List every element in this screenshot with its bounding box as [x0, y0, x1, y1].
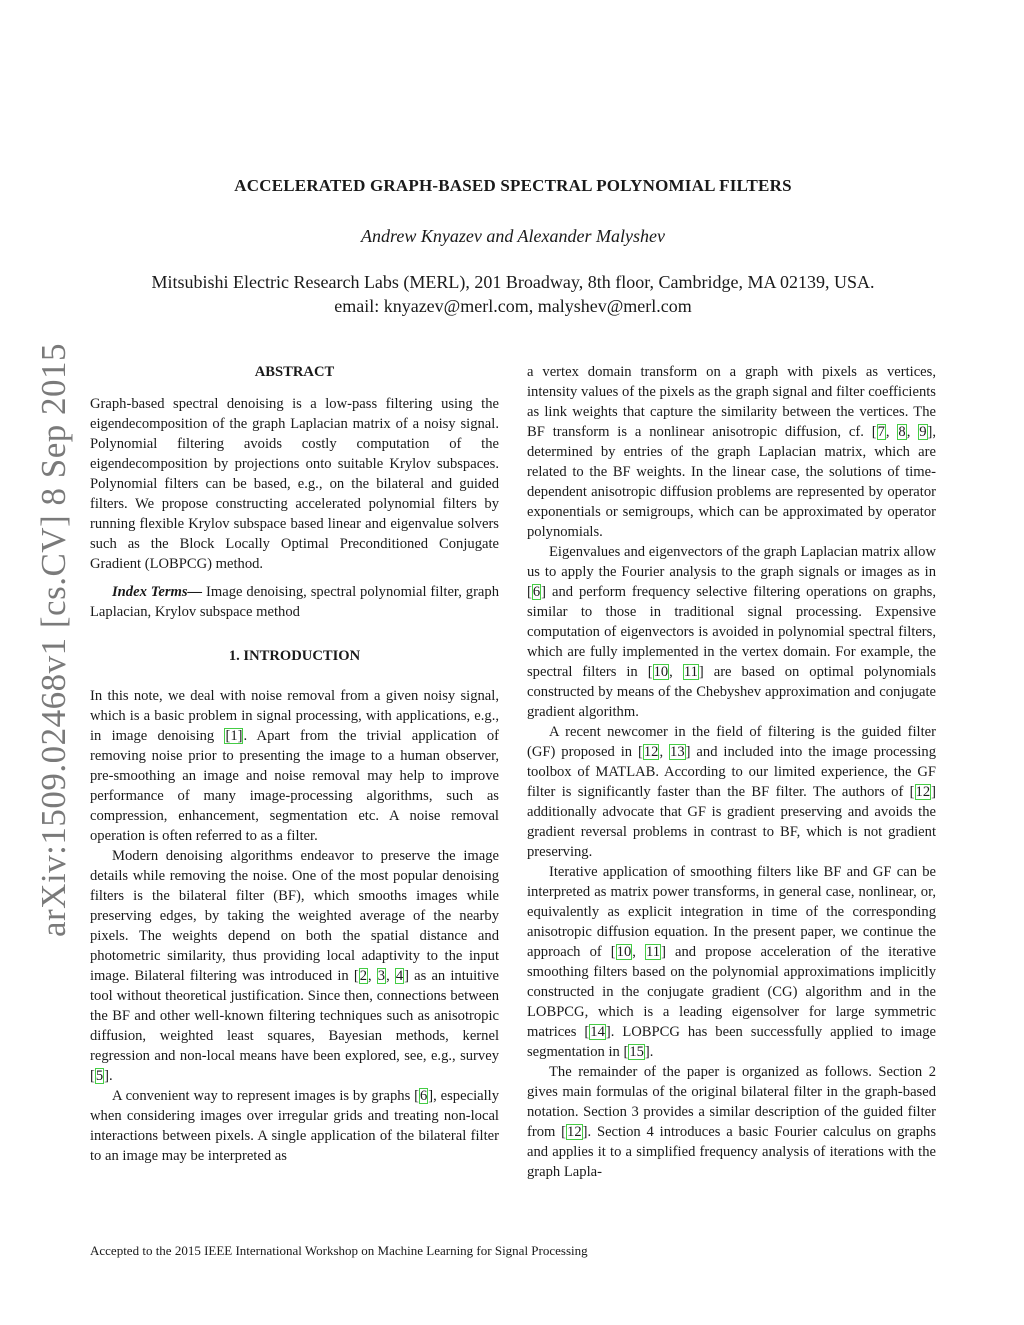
text-run: . Apart from the trivial application of removing noise prior to presenting the image to a human observer, pre-smoothing an image and noise removal may help to improve performance of many image-processing algorithms, such as compression, enhancement, segmentation etc. A noise removal operation is often referred to as a filter. — [90, 728, 499, 844]
text-run: In this note, we deal with noise removal from a given noisy signal, which is a basic problem in signal processing, with applications, e.g., in image denoising — [90, 688, 499, 744]
right-paragraph-3 — [527, 722, 936, 862]
citation-link[interactable]: 6 — [420, 1088, 428, 1104]
citation-link[interactable]: [1] — [225, 728, 243, 744]
citation-link[interactable]: 14 — [590, 1024, 605, 1040]
email-line: email: knyazev@merl.com, malyshev@merl.com — [334, 296, 692, 316]
text-run: ] are based on optimal polynomials constructed by means of the Chebyshev approximation and conjugate gradient algorithm. — [527, 664, 937, 720]
intro-paragraph-2 — [90, 846, 499, 1086]
citation-link[interactable]: 10 — [616, 944, 632, 960]
citation-link[interactable]: 11 — [683, 664, 698, 680]
intro-paragraph-1 — [90, 686, 499, 846]
text-run: ]. — [644, 1044, 654, 1060]
abstract-heading: ABSTRACT — [254, 364, 335, 380]
paper-title: ACCELERATED GRAPH-BASED SPECTRAL POLYNOMIAL FILTERS — [234, 176, 792, 195]
citation-link[interactable]: 3 — [377, 968, 386, 984]
text-run: A recent newcomer in the field of filtering is the guided filter (GF) proposed in [ — [527, 724, 936, 760]
text-run: ] and included into the image processing toolbox of MATLAB. According to our limited experience, the GF filter is significantly faster than the BF filter. The authors of [ — [527, 744, 936, 800]
citation-link[interactable]: 15 — [629, 1044, 644, 1060]
text-run: , — [659, 744, 670, 760]
citation-link[interactable]: 13 — [670, 744, 685, 760]
right-paragraph-5 — [527, 1062, 936, 1182]
citation-link[interactable]: 12 — [915, 784, 931, 800]
right-paragraph-2 — [527, 542, 936, 722]
citation-link[interactable]: 7 — [877, 424, 885, 440]
text-run: ] additionally advocate that GF is gradient preserving and avoids the gradient reversal problems in contrast to BF, which is not gradient preserving. — [527, 784, 936, 860]
citation-link[interactable]: 12 — [643, 744, 659, 760]
index-terms-text: Image denoising, spectral polynomial filter, graph Laplacian, Krylov subspace method — [90, 584, 499, 620]
text-run: ]. Section 4 introduces a basic Fourier calculus on graphs and applies it to a simplified frequency analysis of iterations with the graph Lapla- — [527, 1124, 936, 1180]
citation-link[interactable]: 12 — [567, 1124, 582, 1140]
citation-link[interactable]: 10 — [653, 664, 669, 680]
right-paragraph-1 — [527, 362, 936, 542]
text-run: , — [669, 664, 683, 680]
text-run: ], determined by entries of the graph Laplacian matrix, which are related to the BF weights. In the linear case, the solutions of time-dependent anisotropic diffusion problems are represented by operator exponentials or semigroups, which can be approximated by operator polynomials. — [527, 424, 937, 540]
text-run: Iterative application of smoothing filters like BF and GF can be interpreted as matrix power transforms, in general case, nonlinear, or, equivalently as explicit integration in time of the corresponding anisotropic diffusion equation. In the present paper, we continue the approach of [ — [527, 864, 936, 960]
arxiv-identifier[interactable]: arXiv:1509.02468v1 [cs.CV] 8 Sep 2015 — [34, 342, 73, 938]
text-run: , — [885, 424, 898, 440]
right-column — [527, 362, 936, 1182]
citation-link[interactable]: 6 — [532, 584, 541, 600]
citation-link[interactable]: 4 — [395, 968, 404, 984]
text-run: ] and perform frequency selective filtering operations on graphs, similar to those in traditional signal processing. Expensive computation of eigenvectors is avoided in polynomial spectral filters, which are fully implemented in the vertex domain. For example, the spectral filters in [ — [527, 584, 936, 680]
affiliation: Mitsubishi Electric Research Labs (MERL), 201 Broadway, 8th floor, Cambridge, MA 02139, USA. — [151, 272, 875, 292]
left-column — [90, 362, 499, 1166]
text-run: a vertex domain transform on a graph with pixels as vertices, intensity values of the pixels as the graph signal and filter coefficients as link weights that capture the similarity between the vertices. The BF transform is a nonlinear anisotropic diffusion, cf. [ — [527, 364, 936, 440]
text-run: The remainder of the paper is organized as follows. Section 2 gives main formulas of the original bilateral filter in the graph-based notation. Section 3 provides a similar description of the guided filter from [ — [527, 1064, 936, 1140]
text-run: ], especially when considering images over irregular grids and treating non-local interactions between pixels. A single application of the bilateral filter to an image may be interpreted as — [90, 1088, 500, 1164]
text-run: , — [386, 968, 395, 984]
citation-link[interactable]: 8 — [898, 424, 906, 440]
intro-paragraph-3 — [90, 1086, 499, 1166]
citation-link[interactable]: 5 — [95, 1068, 104, 1084]
citation-link[interactable]: 2 — [359, 968, 367, 984]
text-run: , — [906, 424, 919, 440]
affiliation-block — [90, 270, 936, 318]
text-run: A convenient way to represent images is by graphs [ — [112, 1088, 419, 1104]
text-run: Eigenvalues and eigenvectors of the graph Laplacian matrix allow us to apply the Fourier analysis to the graph signals or images as in [ — [527, 544, 936, 600]
text-run: ]. LOBPCG has been successfully applied to image segmentation in [ — [527, 1024, 936, 1060]
text-run: ] and propose acceleration of the iterative smoothing filters based on the polynomial approximations implicitly constructed in the conjugate gradient (CG) algorithm and in the LOBPCG, which is a leading eigensolver for large symmetric matrices [ — [527, 944, 936, 1040]
introduction-heading: 1. INTRODUCTION — [228, 648, 361, 664]
abstract-text: Graph-based spectral denoising is a low-pass filtering using the eigendecomposition of the graph Laplacian matrix of a noisy signal. Polynomial filtering avoids costly computation of the eigendecomposition by projections onto suitable Krylov subspaces. Polynomial filters can be based, e.g., on the bilateral and guided filters. We propose constructing accelerated polynomial filters by running flexible Krylov subspace based linear and eigenvalue solvers such as the Block Locally Optimal Preconditioned Conjugate Gradient (LOBPCG) method. — [90, 396, 499, 572]
paper-authors: Andrew Knyazev and Alexander Malyshev — [361, 226, 665, 246]
index-terms-label: Index Terms— — [112, 584, 203, 600]
right-paragraph-4 — [527, 862, 936, 1062]
footer-note: Accepted to the 2015 IEEE International Workshop on Machine Learning for Signal Processing — [90, 1243, 588, 1258]
text-run: ] as an intuitive tool without theoretical justification. Since then, connections between the BF and other well-known filtering techniques such as anisotropic diffusion, weighted least squares, Bayesian methods, kernel regression and non-local means have been explored, see, e.g., survey [ — [90, 968, 500, 1084]
text-run: , — [367, 968, 377, 984]
text-run: ]. — [104, 1068, 113, 1084]
text-run: Modern denoising algorithms endeavor to preserve the image details while removing the noise. One of the most popular denoising filters is the bilateral filter (BF), which smooths images while preserving edges, by taking the weighted average of the nearby pixels. The weights depend on both the spatial distance and photometric similarity, thus providing local adaptivity to the input image. Bilateral filtering was introduced in [ — [90, 848, 499, 984]
citation-link[interactable]: 9 — [919, 424, 927, 440]
index-terms — [90, 582, 499, 622]
citation-link[interactable]: 11 — [646, 944, 661, 960]
text-run: , — [632, 944, 645, 960]
